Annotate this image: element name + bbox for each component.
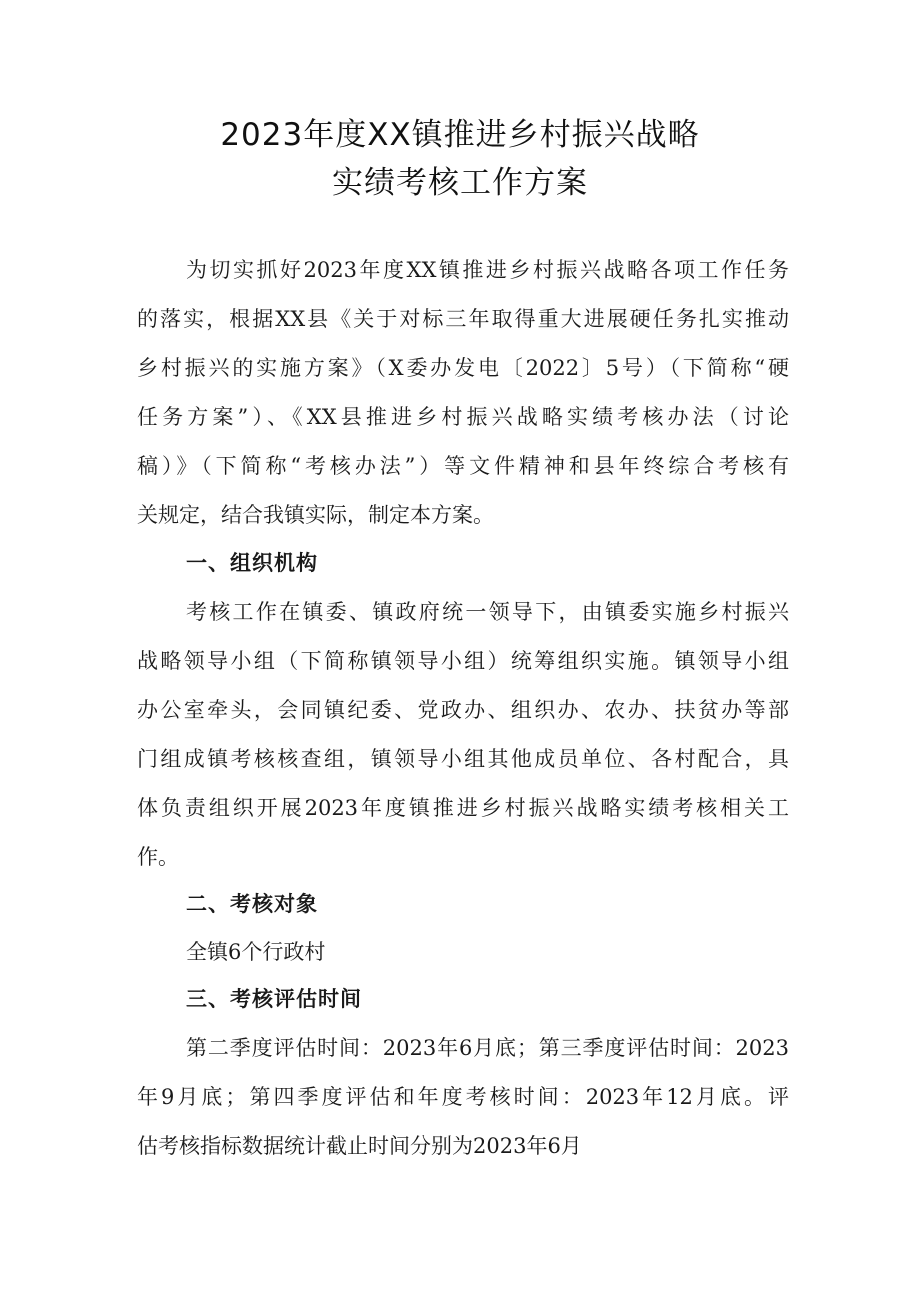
section1-line: 办公室牵头，会同镇纪委、党政办、组织办、农办、扶贫办等部 <box>137 698 789 722</box>
section1-line: 门组成镇考核核查组，镇领导小组其他成员单位、各村配合，具 <box>137 747 789 771</box>
document-title-line-2: 实绩考核工作方案 <box>332 165 588 201</box>
intro-line: 关规定，结合我镇实际，制定本方案。 <box>137 503 494 527</box>
intro-line: 为切实抓好2023年度XX镇推进乡村振兴战略各项工作任务 <box>186 258 789 282</box>
section-heading-assessment-targets: 二、考核对象 <box>186 892 318 916</box>
section1-line: 体负责组织开展2023年度镇推进乡村振兴战略实绩考核相关工 <box>137 796 789 820</box>
section3-line: 第二季度评估时间：2023年6月底；第三季度评估时间：2023 <box>186 1036 789 1060</box>
section1-line: 考核工作在镇委、镇政府统一领导下，由镇委实施乡村振兴 <box>186 600 789 624</box>
section2-line: 全镇6个行政村 <box>186 940 326 964</box>
intro-line: 乡村振兴的实施方案》（X委办发电〔2022〕5号）（下简称“硬 <box>137 356 789 380</box>
section3-line: 估考核指标数据统计截止时间分别为2023年6月 <box>137 1134 582 1158</box>
section3-line: 年9月底；第四季度评估和年度考核时间：2023年12月底。评 <box>137 1085 789 1109</box>
section-heading-organization: 一、组织机构 <box>186 551 318 575</box>
section1-line: 战略领导小组（下简称镇领导小组）统筹组织实施。镇领导小组 <box>137 649 789 673</box>
intro-line: 的落实，根据XX县《关于对标三年取得重大进展硬任务扎实推动 <box>137 307 789 331</box>
section1-line: 作。 <box>137 845 179 869</box>
intro-line: 稿）》（下简称“考核办法”）等文件精神和县年终综合考核有 <box>137 454 789 478</box>
document-title-line-1: 2023年度XX镇推进乡村振兴战略 <box>220 117 700 153</box>
intro-line: 任务方案”）、《XX县推进乡村振兴战略实绩考核办法（讨论 <box>137 405 789 429</box>
section-heading-assessment-time: 三、考核评估时间 <box>186 987 362 1011</box>
